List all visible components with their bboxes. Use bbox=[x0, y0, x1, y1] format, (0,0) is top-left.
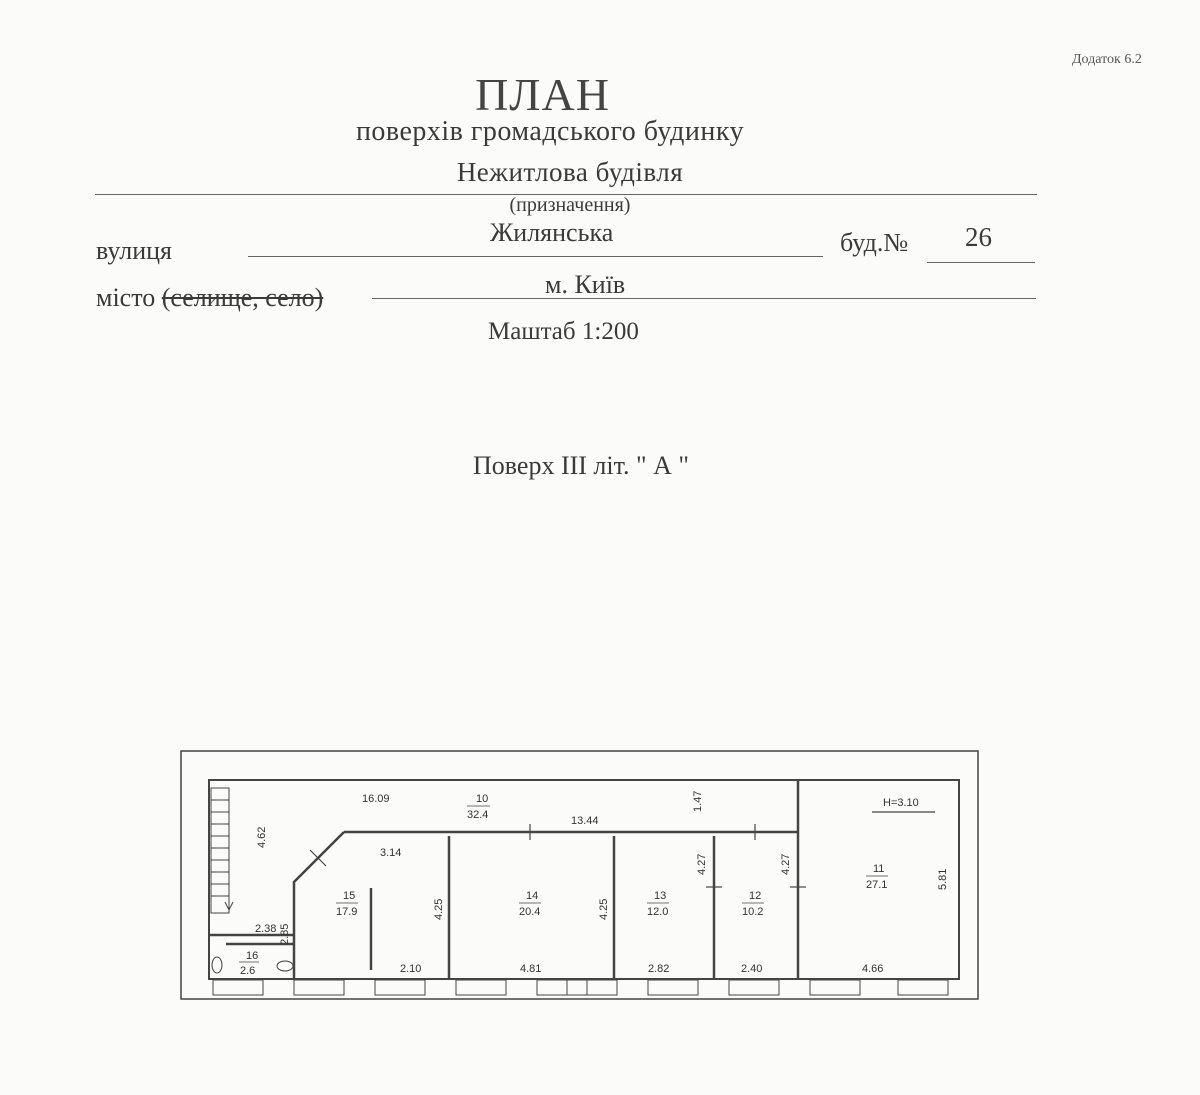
room-14-area: 20.4 bbox=[519, 906, 541, 918]
dim-room13-width: 2.82 bbox=[648, 963, 670, 975]
dim-room16-width: 2.38 bbox=[255, 923, 277, 935]
room-11-number: 11 bbox=[873, 863, 885, 875]
dim-corridor-inner: 13.44 bbox=[571, 815, 599, 827]
purpose-caption: (призначення) bbox=[509, 194, 631, 216]
city-label-struck: (селище, село) bbox=[161, 283, 324, 312]
room-12-number: 12 bbox=[749, 890, 762, 902]
dim-corridor-width: 1.47 bbox=[692, 790, 704, 812]
scale-label: Маштаб 1:200 bbox=[488, 318, 639, 345]
dim-corridor-length: 16.09 bbox=[362, 793, 390, 805]
dim-room12-width: 2.40 bbox=[741, 963, 763, 975]
floor-title: Поверх ІІІ літ. " А " bbox=[473, 451, 690, 480]
dim-room15-side: 2.85 bbox=[279, 923, 291, 945]
building-number-label: буд.№ bbox=[840, 228, 909, 257]
document-title: ПЛАН bbox=[475, 69, 610, 120]
room-13-area: 12.0 bbox=[647, 906, 669, 918]
room-10-area: 32.4 bbox=[467, 809, 489, 821]
dim-room11-width: 4.66 bbox=[862, 963, 884, 975]
room-11-area: 27.1 bbox=[866, 879, 888, 891]
city-value: м. Київ bbox=[545, 270, 626, 299]
room-14 bbox=[519, 890, 541, 918]
room-12-area: 10.2 bbox=[742, 906, 764, 918]
dim-room14-width: 4.81 bbox=[520, 963, 542, 975]
street-label: вулиця bbox=[96, 236, 173, 265]
building-number-value: 26 bbox=[965, 222, 992, 252]
appendix-label: Додаток 6.2 bbox=[1072, 52, 1142, 67]
room-16-number: 16 bbox=[246, 950, 259, 962]
room-15-number: 15 bbox=[343, 890, 356, 902]
building-purpose: Нежитлова будівля bbox=[456, 157, 684, 187]
room-13 bbox=[647, 890, 669, 918]
room-16 bbox=[239, 950, 259, 977]
room-10-number: 10 bbox=[476, 793, 489, 805]
document-subtitle: поверхів громадського будинку bbox=[355, 116, 745, 147]
dim-room15-height: 4.25 bbox=[433, 898, 445, 920]
room-14-number: 14 bbox=[526, 890, 539, 902]
dim-room12-height: 4.27 bbox=[780, 853, 792, 875]
room-11 bbox=[866, 863, 888, 891]
dim-room14-height: 4.25 bbox=[598, 898, 610, 920]
room-16-area: 2.6 bbox=[240, 965, 256, 977]
dim-room15-width: 2.10 bbox=[400, 963, 422, 975]
room-12 bbox=[742, 890, 764, 918]
dim-room13-height: 4.27 bbox=[696, 853, 708, 875]
dim-stair-length: 4.62 bbox=[256, 826, 268, 848]
room-10 bbox=[467, 793, 490, 821]
dim-diag: 3.14 bbox=[380, 847, 402, 859]
room-13-number: 13 bbox=[654, 890, 667, 902]
city-label-main: місто bbox=[96, 283, 156, 312]
street-value: Жилянська bbox=[490, 218, 614, 247]
dim-room11-height: 5.81 bbox=[937, 868, 949, 890]
room-15 bbox=[336, 890, 358, 918]
room-15-area: 17.9 bbox=[336, 906, 358, 918]
ceiling-height: H=3.10 bbox=[883, 797, 919, 809]
